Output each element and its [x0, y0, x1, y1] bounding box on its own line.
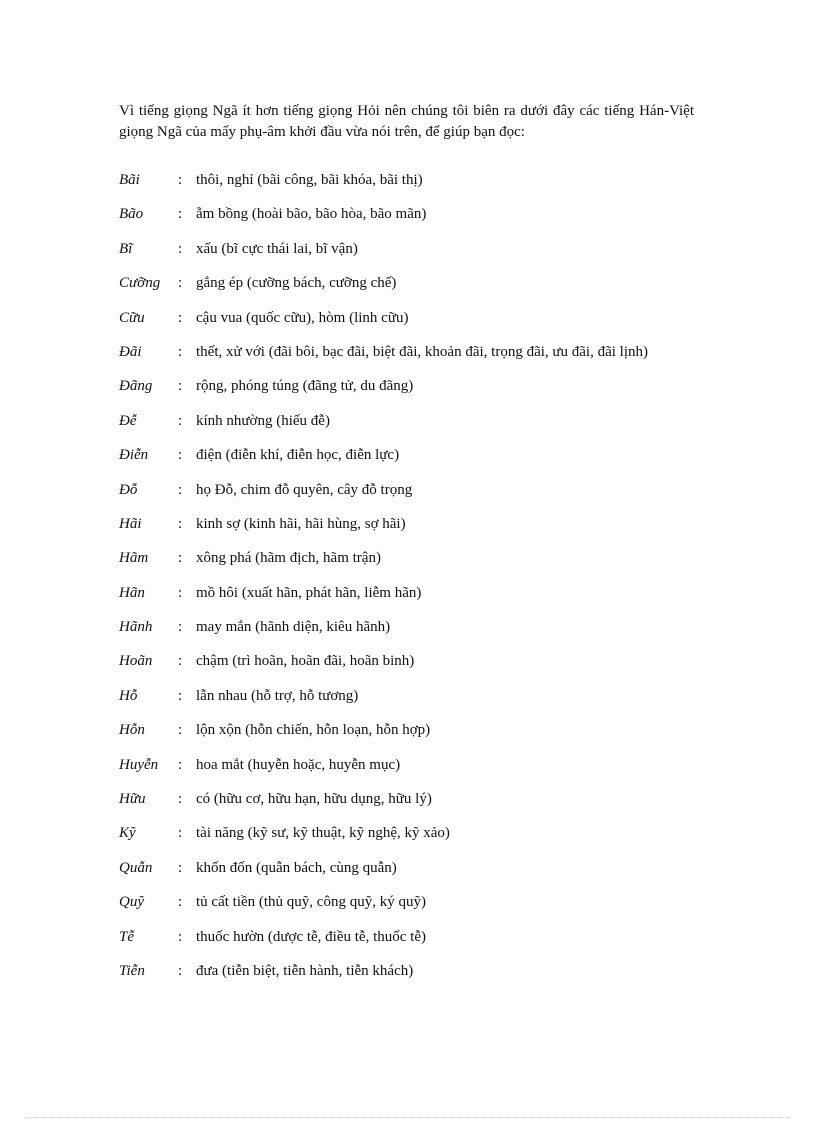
entry-term: Hỗ: [119, 687, 138, 704]
glossary-entry: [119, 480, 699, 514]
entry-definition: gắng ép (cưỡng bách, cưỡng chế): [196, 275, 397, 292]
entry-definition: họ Đỗ, chim đỗ quyên, cây đỗ trọng: [196, 481, 413, 498]
glossary-entry: [119, 273, 699, 307]
entry-definition: thết, xử với (đãi bôi, bạc đãi, biệt đãi, khoản đãi, trọng đãi, ưu đãi, đãi lịnh): [196, 343, 648, 360]
entry-term: Bĩ: [119, 240, 133, 257]
entry-term: Đỗ: [119, 481, 138, 498]
glossary-entry: [119, 686, 699, 720]
entry-definition: điện (điễn khí, điễn học, điễn lực): [196, 447, 400, 464]
entry-separator: :: [178, 515, 183, 532]
glossary-entry: [119, 548, 699, 582]
entry-separator: :: [178, 309, 183, 326]
entry-term: Tễ: [119, 928, 134, 945]
entry-separator: :: [178, 653, 183, 670]
entry-separator: :: [178, 894, 183, 911]
intro-text: Vì tiếng giọng Ngã ít hơn tiếng giọng Hỏi nên chúng tôi biên ra dưới đây các tiếng Hán-Việt giọng Ngã của mấy phụ-âm khởi đầu vừa nói trên, để giúp bạn đọc:: [119, 103, 694, 140]
glossary-entry: [119, 342, 699, 376]
entry-separator: :: [178, 584, 183, 601]
glossary-entry: [119, 170, 699, 204]
entry-definition: hoa mắt (huyễn hoặc, huyễn mục): [196, 756, 401, 773]
entry-term: Hãn: [119, 584, 145, 601]
entry-separator: :: [178, 962, 183, 979]
entry-definition: chậm (trì hoãn, hoãn đãi, hoãn binh): [196, 653, 415, 670]
entry-separator: :: [178, 928, 183, 945]
entry-term: Đãi: [119, 343, 142, 360]
glossary-entry: [119, 789, 699, 823]
entry-definition: lẫn nhau (hỗ trợ, hỗ tương): [196, 687, 359, 704]
entry-term: Đễ: [119, 412, 137, 429]
entry-term: Hỗn: [119, 722, 145, 739]
entry-separator: :: [178, 447, 183, 464]
entry-term: Hãi: [119, 515, 142, 532]
entry-definition: rộng, phóng túng (đãng tử, du đãng): [196, 378, 414, 395]
entry-term: Điễn: [119, 447, 149, 464]
glossary-list: [119, 170, 699, 995]
glossary-entry: [119, 376, 699, 410]
entry-definition: tài năng (kỹ sư, kỹ thuật, kỹ nghệ, kỹ xảo): [196, 825, 450, 842]
glossary-entry: [119, 720, 699, 754]
entry-separator: :: [178, 619, 183, 636]
entry-term: Huyễn: [119, 756, 159, 773]
entry-term: Quỹ: [119, 894, 144, 911]
entry-definition: cậu vua (quốc cữu), hòm (linh cữu): [196, 309, 409, 326]
glossary-entry: [119, 204, 699, 238]
entry-separator: :: [178, 378, 183, 395]
entry-definition: thôi, nghỉ (bãi công, bãi khóa, bãi thị): [196, 172, 423, 188]
glossary-entry: [119, 961, 699, 995]
entry-separator: :: [178, 791, 183, 808]
entry-term: Hoãn: [119, 653, 153, 670]
entry-separator: :: [178, 172, 183, 188]
page-bottom-divider: [26, 1117, 790, 1118]
glossary-entry: [119, 445, 699, 479]
entry-separator: :: [178, 859, 183, 876]
entry-definition: kinh sợ (kinh hãi, hãi hùng, sợ hãi): [196, 515, 406, 532]
glossary-entry: [119, 239, 699, 273]
glossary-entry: [119, 651, 699, 685]
entry-term: Hãm: [119, 550, 149, 567]
entry-definition: xấu (bĩ cực thái lai, bĩ vận): [196, 240, 358, 257]
entry-definition: thuốc hườn (dược tễ, điều tễ, thuốc tễ): [196, 928, 426, 945]
entry-separator: :: [178, 343, 183, 360]
intro-paragraph: [119, 101, 694, 143]
entry-separator: :: [178, 550, 183, 567]
entry-term: Hãnh: [119, 619, 153, 636]
glossary-entry: [119, 823, 699, 857]
glossary-entry: [119, 617, 699, 651]
entry-definition: mồ hôi (xuất hãn, phát hãn, liễm hãn): [196, 584, 422, 601]
entry-definition: có (hữu cơ, hữu hạn, hữu dụng, hữu lý): [196, 791, 432, 808]
entry-definition: tủ cất tiền (thủ quỹ, công quỹ, ký quỹ): [196, 894, 426, 911]
glossary-entry: [119, 858, 699, 892]
entry-term: Hữu: [119, 791, 146, 808]
entry-term: Cữu: [119, 309, 145, 326]
entry-term: Bãi: [119, 172, 140, 188]
entry-separator: :: [178, 825, 183, 842]
glossary-entry: [119, 583, 699, 617]
entry-definition: kính nhường (hiếu đễ): [196, 412, 330, 429]
entry-definition: may mắn (hãnh diện, kiêu hãnh): [196, 619, 391, 636]
entry-term: Cưỡng: [119, 275, 161, 292]
entry-definition: đưa (tiễn biệt, tiễn hành, tiễn khách): [196, 962, 414, 979]
entry-separator: :: [178, 687, 183, 704]
glossary-entry: [119, 927, 699, 961]
entry-separator: :: [178, 206, 183, 223]
glossary-entry: [119, 755, 699, 789]
entry-definition: ẵm bồng (hoài bão, bão hòa, bão mãn): [196, 206, 427, 223]
entry-term: Đãng: [119, 378, 153, 395]
entry-separator: :: [178, 481, 183, 498]
entry-separator: :: [178, 756, 183, 773]
entry-term: Kỹ: [119, 825, 136, 842]
entry-definition: lộn xộn (hỗn chiến, hỗn loạn, hỗn hợp): [196, 722, 431, 739]
entry-separator: :: [178, 240, 183, 257]
entry-separator: :: [178, 412, 183, 429]
entry-definition: khốn đốn (quẫn bách, cùng quẫn): [196, 859, 397, 876]
entry-term: Quẫn: [119, 859, 153, 876]
entry-term: Tiễn: [119, 962, 145, 979]
glossary-entry: [119, 308, 699, 342]
glossary-entry: [119, 411, 699, 445]
entry-separator: :: [178, 722, 183, 739]
glossary-entry: [119, 892, 699, 926]
entry-definition: xông phá (hãm địch, hãm trận): [196, 550, 381, 567]
entry-separator: :: [178, 275, 183, 292]
entry-term: Bão: [119, 206, 144, 223]
glossary-entry: [119, 514, 699, 548]
